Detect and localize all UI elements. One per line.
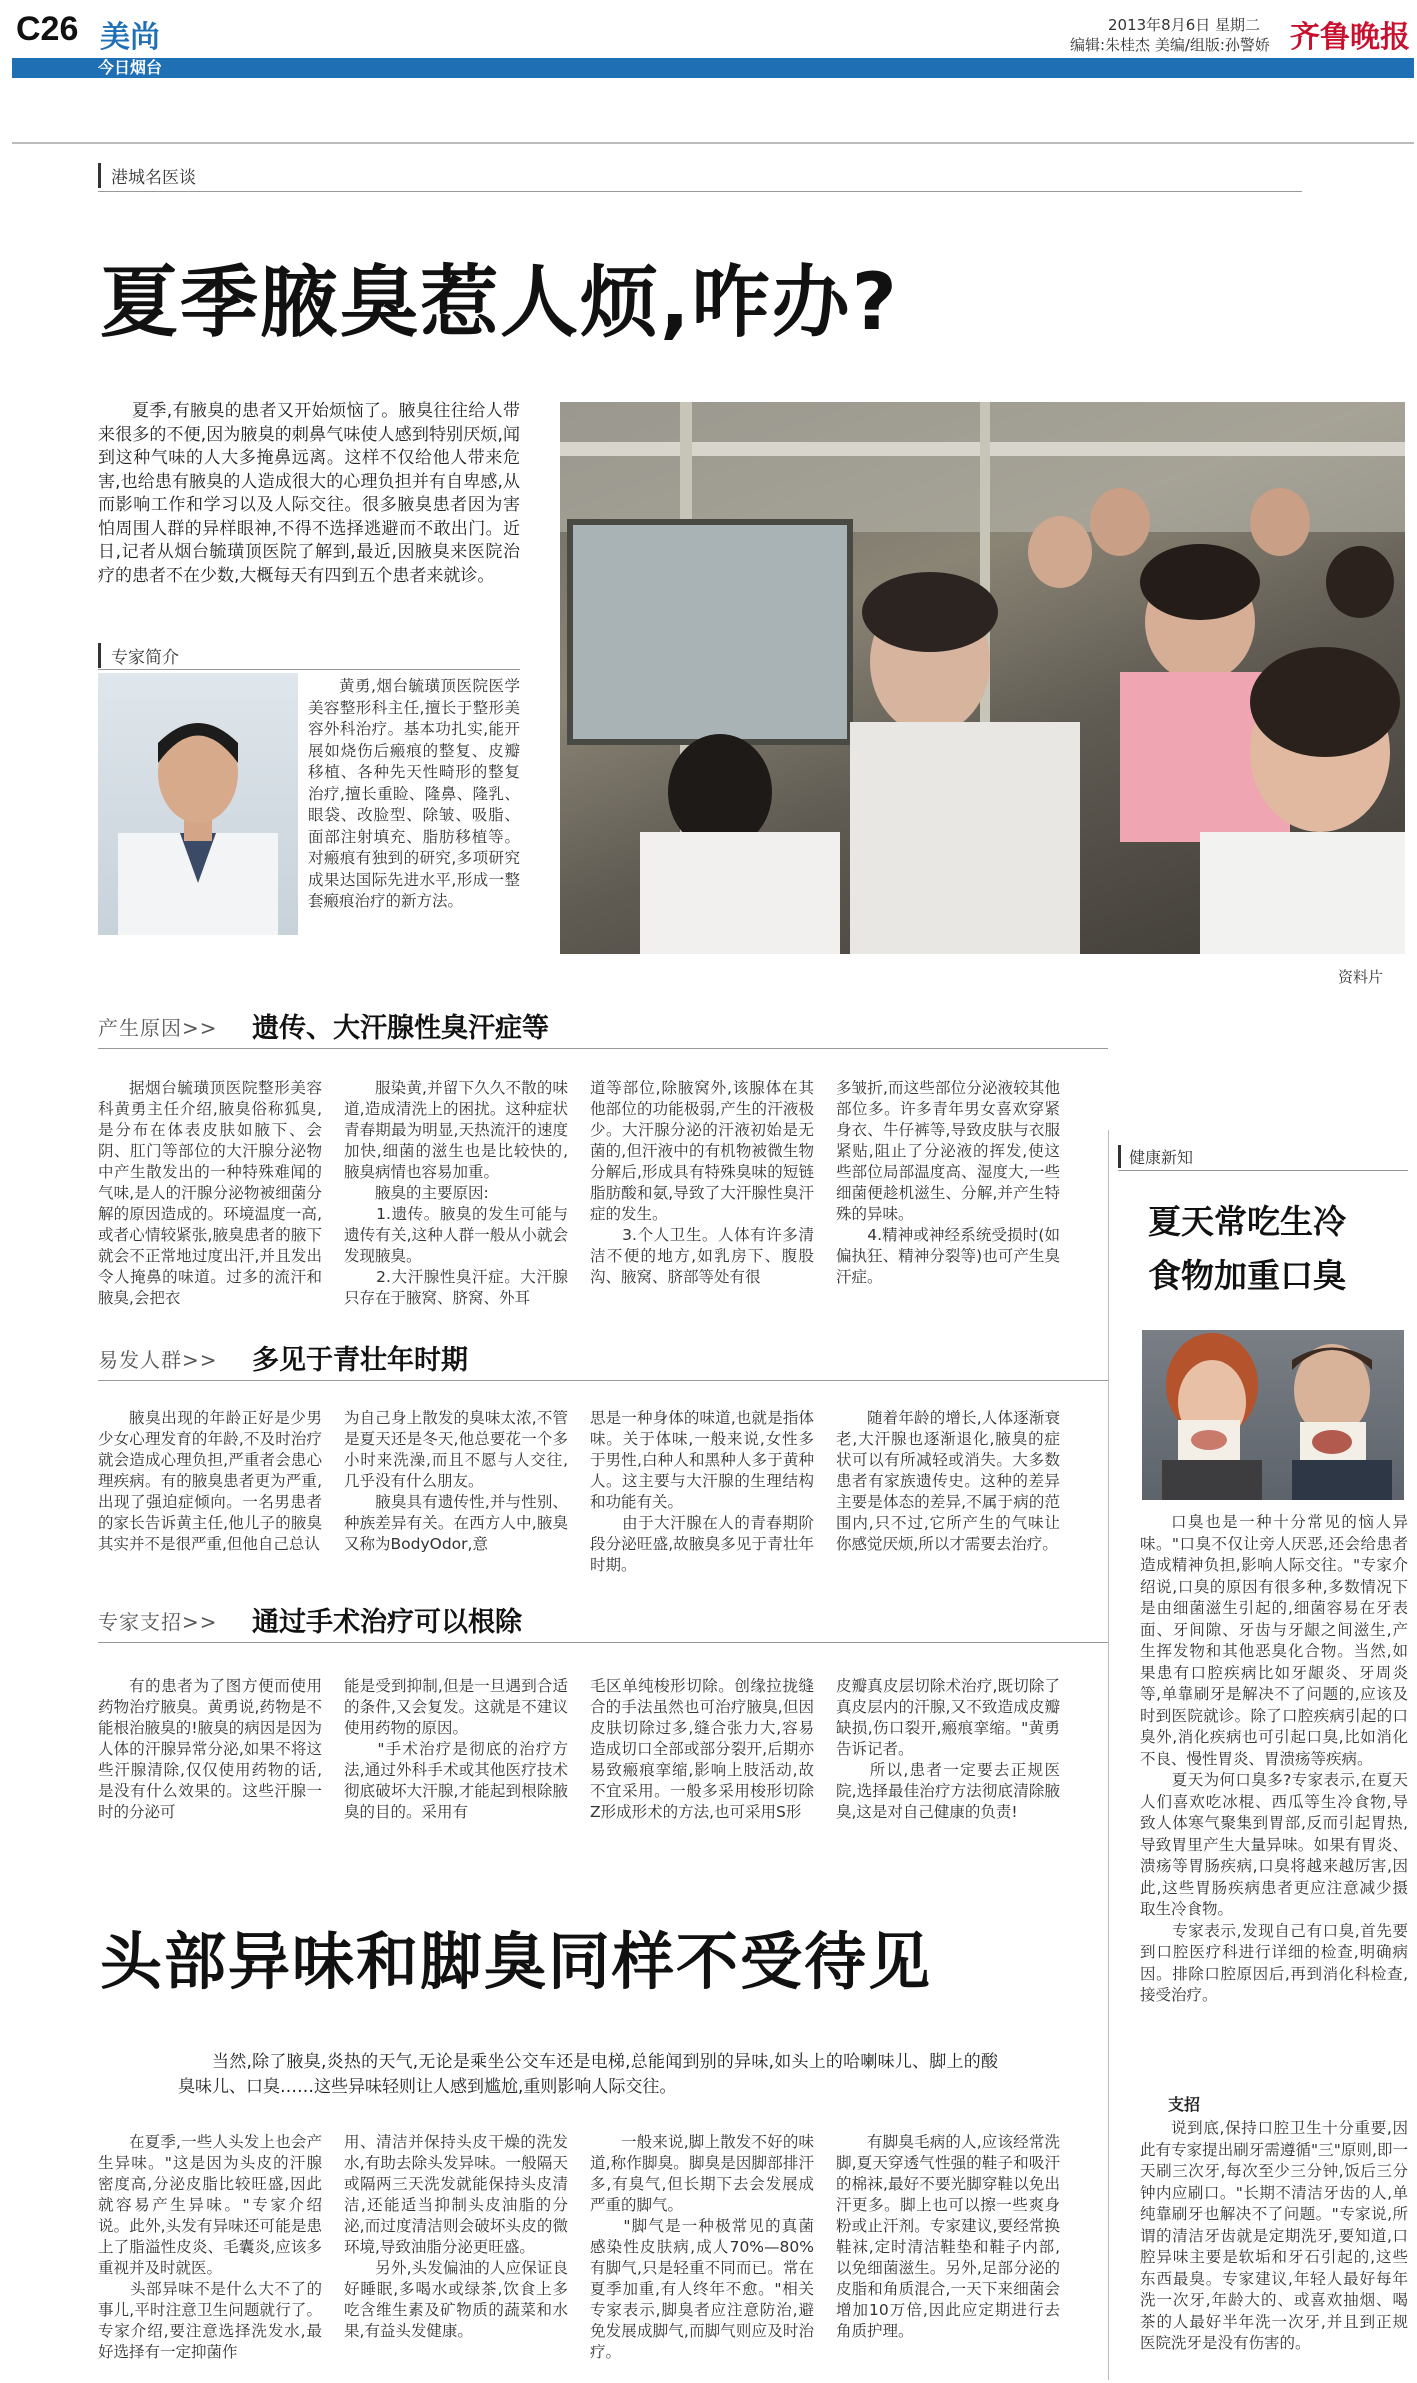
odor-col-1: 在夏季,一些人头发上也会产生异味。"这是因为头皮的汗腺密度高,分泌皮脂比较旺盛,因此就容易产生异味。"专家介绍说。此外,头发有异味还可能是患上了脂溢性皮炎、毛囊炎,应该多重视并及时就医。 头部异味不是什么大不了的事儿,平时注意卫生问题就行了。专家介绍,要注意选择洗发水,最好选择有一定抑菌作 xyxy=(98,2133,322,2361)
population-col-1: 腋臭出现的年龄正好是少男少女心理发育的年龄,不及时治疗就会造成心理负担,严重者会患心理疾病。有的腋臭患者更为严重,出现了强迫症倾向。一名男患者的家长告诉黄主任,他儿子的腋臭其实并不是很严重,但他自己总认 xyxy=(98,1409,322,1553)
section-title-population: 多见于青壮年时期 xyxy=(252,1345,468,1376)
odor-col-2: 用、清洁并保持头皮干燥的洗发水,有助去除头发异味。一般隔天或隔两三天洗发就能保持头皮清洁,还能适当抑制头皮油脂的分泌,而过度清洁则会破坏头皮的微环境,导致油脂分泌更旺盛。 另外,头发偏油的人应保证良好睡眠,多喝水或绿茶,饮食上多吃含维生素及矿物质的蔬菜和水果,有益头发健康。 xyxy=(344,2133,568,2340)
sidebar-photo xyxy=(1142,1330,1404,1500)
population-col-2: 为自己身上散发的臭味太浓,不管是夏天还是冬天,他总要花一个多小时来洗澡,而且不愿与人交往,几乎没有什么朋友。 腋臭具有遗传性,并与性别、种族差异有关。在西方人中,腋臭又称为BodyOdor,意 xyxy=(344,1409,568,1553)
newspaper-logo: 齐鲁晚报 xyxy=(1290,20,1410,55)
headline: 夏季腋臭惹人烦,咋办? xyxy=(100,258,899,348)
lead-paragraph: 夏季,有腋臭的患者又开始烦恼了。腋臭往往给人带来很多的不便,因为腋臭的刺鼻气味使人感到特别厌烦,闻到这种气味的人大多掩鼻远离。这样不仅给他人带来危害,也给患有腋臭的人造成很大的心理负担并有自卑感,从而影响工作和学习以及人际交往。很多腋臭患者因为害怕周围人群的异样眼神,不得不选择逃避而不敢出门。近日,记者从烟台毓璜顶医院了解到,最近,因腋臭来医院治疗的患者不在少数,大概每天有四到五个患者来就诊。 xyxy=(98,401,520,586)
expert-bio: 黄勇,烟台毓璜顶医院医学美容整形科主任,擅长于整形美容外科治疗。基本功扎实,能开展如烧伤后瘢痕的整复、皮瓣移植、各种先天性畸形的整复治疗,擅长重睑、隆鼻、隆乳、眼袋、改脸型、除皱、吸脂、面部注射填充、脂肪移植等。对瘢痕有独到的研究,多项研究成果达国际先进水平,形成一整套瘢痕治疗的新方法。 xyxy=(308,677,520,910)
photo-illustration xyxy=(560,402,1405,954)
bus-crowd-photo xyxy=(560,402,1405,954)
advice-col-2: 能是受到抑制,但是一旦遇到合适的条件,又会复发。这就是不建议使用药物的原因。 "手术治疗是彻底的治疗方法,通过外科手术或其他医疗技术彻底破坏大汗腺,才能起到根除腋臭的目的。采用有 xyxy=(344,1677,568,1821)
sidebar-tips: 说到底,保持口腔卫生十分重要,因此有专家提出刷牙需遵循"三"原则,即一天刷三次牙,每次至少三分钟,饭后三分钟内应刷口。"长期不清洁牙齿的人,单纯靠刷牙也解决不了问题。"专家说,所谓的清洁牙齿就是定期洗牙,要知道,口腔异味主要是软垢和牙石引起的,这些东西最臭。专家建议,年轻人最好每年洗一次牙,年龄大的、或喜欢抽烟、喝茶的人最好半年洗一次牙,并且到正规医院洗牙是没有伤害的。 xyxy=(1140,2119,1408,2352)
sidebar-divider xyxy=(1108,1130,1109,2380)
advice-col-1: 有的患者为了图方便而使用药物治疗腋臭。黄勇说,药物是不能根治腋臭的!腋臭的病因是因为人体的汗腺异常分泌,如果不将这些汗腺清除,仅仅使用药物的话,是没有什么效果的。这些汗腺一时的分泌可 xyxy=(98,1677,322,1821)
expert-portrait xyxy=(98,673,298,935)
issue-date: 2013年8月6日 星期二 xyxy=(1108,16,1261,34)
expert-label: 专家简介 xyxy=(98,643,179,668)
sidebar-body: 口臭也是一种十分常见的恼人异味。"口臭不仅让旁人厌恶,还会给患者造成精神负担,影响人际交往。"专家介绍说,口臭的原因有很多种,多数情况下是由细菌滋生引起的,细菌容易在牙表面、牙间隙、牙齿与牙龈之间滋生,产生挥发物和其他恶臭化合物。当然,如果患有口腔疾病比如牙龈炎、牙周炎等,单靠刷牙是解决不了问题的,应该及时到医院就诊。除了口腔疾病引起的口臭外,消化疾病也可引起口臭,比如消化不良、慢性胃炎、胃溃疡等疾病。 夏天为何口臭多?专家表示,在夏天人们喜欢吃冰棍、西瓜等生冷食物,导致人体寒气聚集到胃部,反而引起胃热,导致胃里产生大量异味。如果有胃炎、溃疡等胃肠疾病,口臭将越来越厉害,因此,这些胃肠疾病患者更应注意减少摄取生冷食物。 专家表示,发现自己有口臭,首先要到口腔医疗科进行详细的检查,明确病因。排除口腔原因后,再到消化科检查,接受治疗。 xyxy=(1140,1513,1408,2004)
section-bar xyxy=(12,58,1414,78)
section-label-advice: 专家支招>> xyxy=(98,1610,218,1634)
advice-col-3: 毛区单纯梭形切除。创缘拉拢缝合的手法虽然也可治疗腋臭,但因皮肤切除过多,缝合张力大,容易造成切口全部或部分裂开,后期亦易致瘢痕挛缩,影响上肢活动,故不宜采用。一般多采用梭形切除Z形成形术的方法,也可采用S形 xyxy=(590,1677,814,1821)
page-number: C26 xyxy=(16,10,79,48)
second-headline: 头部异味和脚臭同样不受待见 xyxy=(100,1925,933,1998)
odor-col-4: 有脚臭毛病的人,应该经常洗脚,夏天穿透气性强的鞋子和吸汗的棉袜,最好不要光脚穿鞋以免出汗更多。脚上也可以擦一些爽身粉或止汗剂。专家建议,要经常换鞋袜,定时清洁鞋垫和鞋子内部,以免细菌滋生。另外,足部分泌的皮脂和角质混合,一天下来细菌会增加10万倍,因此应定期进行去角质护理。 xyxy=(836,2133,1060,2340)
cause-col-3: 道等部位,除腋窝外,该腺体在其他部位的功能极弱,产生的汗液极少。大汗腺分泌的汗液初始是无菌的,但汗液中的有机物被微生物分解后,形成具有特殊臭味的短链脂肪酸和氨,导致了大汗腺性臭汗症的发生。 3.个人卫生。人体有许多清洁不便的地方,如乳房下、腹股沟、腋窝、脐部等处有很 xyxy=(590,1079,814,1286)
subsection-name: 今日烟台 xyxy=(98,58,163,77)
section-title-advice: 通过手术治疗可以根除 xyxy=(252,1607,522,1638)
portrait-illustration xyxy=(98,673,298,935)
sidebar-photo-illustration xyxy=(1142,1330,1404,1500)
cause-col-2: 服染黄,并留下久久不散的味道,造成清洗上的困扰。这种症状青春期最为明显,天热流汗的速度加快,细菌的滋生也是比较快的,腋臭病情也容易加重。 腋臭的主要原因: 1.遗传。腋臭的发生可能与遗传有关,这种人群一般从小就会发现腋臭。 2.大汗腺性臭汗症。大汗腺只存在于腋窝、脐窝、外耳 xyxy=(344,1079,568,1307)
photo-caption: 资料片 xyxy=(1338,968,1384,986)
section-title-cause: 遗传、大汗腺性臭汗症等 xyxy=(252,1013,549,1044)
population-col-3: 思是一种身体的味道,也就是指体味。关于体味,一般来说,女性多于男性,白种人和黑种人多于黄种人。这主要与大汗腺的生理结构和功能有关。 由于大汗腺在人的青春期阶段分泌旺盛,故腋臭多见于青壮年时期。 xyxy=(590,1409,814,1574)
section-label-population: 易发人群>> xyxy=(98,1348,218,1372)
cause-col-1: 据烟台毓璜顶医院整形美容科黄勇主任介绍,腋臭俗称狐臭,是分布在体表皮肤如腋下、会阴、肛门等部位的大汗腺分泌物中产生散发出的一种特殊难闻的气味,是人的汗腺分泌物被细菌分解的原因造成的。环境温度一高,或者心情较紧张,腋臭患者的腋下就会不正常地过度出汗,并且发出令人掩鼻的味道。过多的流汗和腋臭,会把衣 xyxy=(98,1079,322,1307)
section-name: 美尚 xyxy=(100,20,160,55)
section-rule-advice xyxy=(98,1642,1108,1643)
section-rule-population xyxy=(98,1380,1108,1381)
section-rule-cause xyxy=(98,1048,1108,1049)
odor-col-3: 一般来说,脚上散发不好的味道,称作脚臭。脚臭是因脚部排汗多,有臭气,但长期下去会发展成严重的脚气。 "脚气是一种极常见的真菌感染性皮肤病,成人70%—80%有脚气,只是轻重不同而已。常在夏季加重,有人终年不愈。"相关专家表示,脚臭者应注意防治,避免发展成脚气,而脚气则应及时治疗。 xyxy=(590,2133,814,2361)
population-col-4: 随着年龄的增长,人体逐渐衰老,大汗腺也逐渐退化,腋臭的症状可以有所减轻或消失。大多数患者有家族遗传史。这种的差异主要是体态的差异,不属于病的范围内,只不过,它所产生的气味让你感觉厌烦,所以才需要去治疗。 xyxy=(836,1409,1060,1553)
sidebar-label: 健康新知 xyxy=(1118,1145,1193,1168)
sidebar-tips-label: 支招 xyxy=(1168,2095,1201,2114)
column-tag-rule xyxy=(98,191,1302,192)
column-tag: 港城名医谈 xyxy=(98,163,196,188)
second-lead: 当然,除了腋臭,炎热的天气,无论是乘坐公交车还是电梯,总能闻到别的异味,如头上的哈喇味儿、脚上的酸臭味儿、口臭……这些异味轻则让人感到尴尬,重则影响人际交往。 xyxy=(178,2052,998,2097)
advice-col-4: 皮瓣真皮层切除术治疗,既切除了真皮层内的汗腺,又不致造成皮瓣缺损,伤口裂开,瘢痕挛缩。"黄勇告诉记者。 所以,患者一定要去正规医院,选择最佳治疗方法彻底清除腋臭,这是对自己健康的负责! xyxy=(836,1677,1060,1821)
editors-credit: 编辑:朱桂杰 美编/组版:孙警娇 xyxy=(1070,36,1270,54)
sidebar-label-rule xyxy=(1118,1170,1408,1171)
cause-col-4: 多皱折,而这些部位分泌液较其他部位多。许多青年男女喜欢穿紧身衣、牛仔裤等,导致皮肤与衣服紧贴,阻止了分泌液的挥发,使这些部位局部温度高、湿度大,一些细菌便趁机滋生、分解,并产生特殊的异味。 4.精神或神经系统受损时(如偏执狂、精神分裂等)也可产生臭汗症。 xyxy=(836,1079,1060,1286)
section-label-cause: 产生原因>> xyxy=(98,1016,218,1040)
sidebar-title-line2: 食物加重口臭 xyxy=(1148,1256,1346,1295)
frame-rule xyxy=(12,142,1414,144)
expert-label-rule xyxy=(98,669,520,670)
sidebar-title-line1: 夏天常吃生冷 xyxy=(1148,1202,1346,1241)
